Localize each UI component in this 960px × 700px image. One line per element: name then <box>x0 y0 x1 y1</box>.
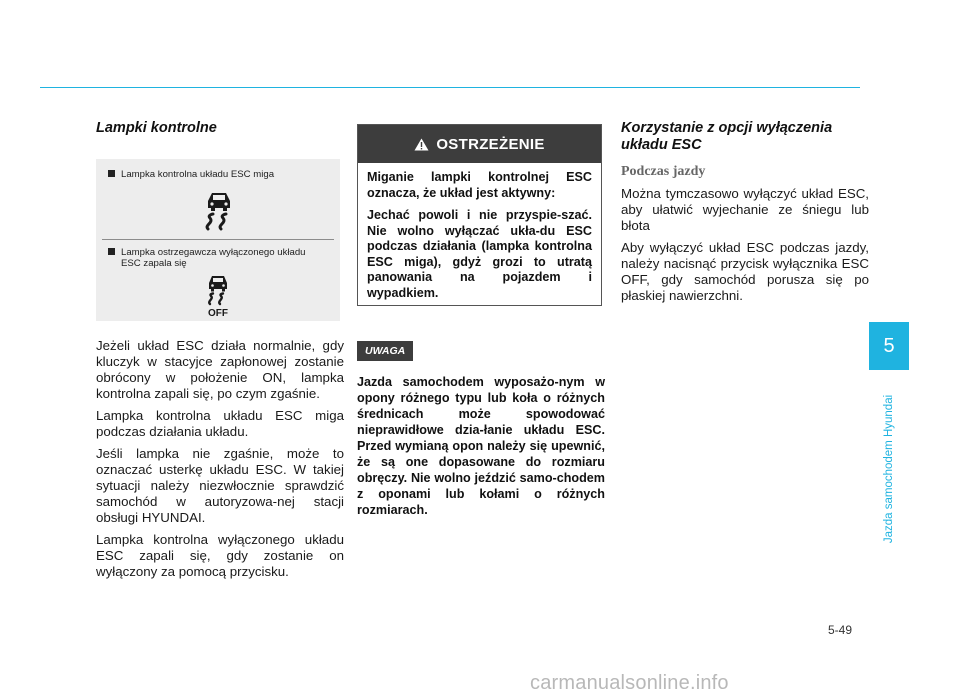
right-column <box>621 120 869 310</box>
panel-divider <box>102 239 334 240</box>
note-badge: UWAGA <box>357 341 413 361</box>
page-number: 5-49 <box>828 623 853 637</box>
section-title-esc-off: Korzystanie z opcji wyłączenia układu ESC <box>621 120 833 153</box>
indicator-2-label: Lampka ostrzegawcza wyłączonego układu ESC zapala się <box>121 247 306 269</box>
warning-body <box>358 163 601 301</box>
warning-header <box>358 125 601 163</box>
esc-skid-car-icon <box>204 189 234 231</box>
chapter-tab: 5 <box>869 322 909 370</box>
paragraph: Aby wyłączyć układ ESC podczas jazdy, należy nacisnąć przycisk wyłącznika ESC OFF, gdy samochód porusza się po płaskiej nawierzchni. <box>621 240 869 303</box>
warning-paragraph: Miganie lampki kontrolnej ESC oznacza, że układ jest aktywny: <box>367 170 592 200</box>
indicator-2-caption <box>108 247 321 269</box>
middle-column <box>357 120 605 518</box>
subheading: Podczas jazdy <box>621 164 706 179</box>
warning-triangle-icon <box>414 138 429 151</box>
section-title-indicators: Lampki kontrolne <box>96 120 217 136</box>
esc-off-icon <box>203 274 233 318</box>
esc-off-text: OFF <box>208 308 228 318</box>
bullet-square-icon <box>108 248 115 255</box>
chapter-title: Jazda samochodem Hyundai <box>883 394 895 544</box>
paragraph: Jeśli lampka nie zgaśnie, może to oznaczać usterkę układu ESC. W takiej sytuacji należy niezwłocznie sprawdzić samochód w autoryzowa-nej stacji obsługi HYUNDAI. <box>96 446 344 525</box>
paragraph: Lampka kontrolna wyłączonego układu ESC zapali się, gdy zostanie on wyłączony za pomocą przycisku. <box>96 532 344 579</box>
note-text: Jazda samochodem wyposażo-nym w opony różnego typu lub koła o różnych średnicach może spowodować nieprawidłowe dzia-łanie układu ESC. Przed wymianą opon należy się upewnić, że są one dopasowane do rozmiaru obręczy. Nie wolno jeździć samo-chodem z oponami lub kołami o różnych rozmiarach. <box>357 375 605 517</box>
warning-paragraph: Jechać powoli i nie przyspie-szać. Nie wolno wyłączać ukła-du ESC podczas działania (lampka kontrolna ESC miga), gdyż grozi to utratą panowania na pojazdem i wypadkiem. <box>367 208 592 300</box>
top-rule <box>40 87 860 88</box>
left-column <box>96 120 344 586</box>
watermark: carmanualsonline.info <box>530 672 729 694</box>
bullet-square-icon <box>108 170 115 177</box>
paragraph: Można tymczasowo wyłączyć układ ESC, aby ułatwić wyjechanie ze śniegu lub błota <box>621 186 869 233</box>
paragraph: Jeżeli układ ESC działa normalnie, gdy kluczyk w stacyjce zapłonowej zostanie obrócony w położenie ON, lampka kontrolna zapali się, po czym zgaśnie. <box>96 338 344 401</box>
paragraph: Lampka kontrolna układu ESC miga podczas działania układu. <box>96 408 344 439</box>
warning-title: OSTRZEŻENIE <box>436 135 545 153</box>
indicator-panel <box>96 159 340 321</box>
indicator-1-label: Lampka kontrolna układu ESC miga <box>121 169 275 180</box>
chapter-side-label <box>869 374 909 564</box>
indicator-1-caption <box>108 169 274 180</box>
warning-box <box>357 124 602 306</box>
